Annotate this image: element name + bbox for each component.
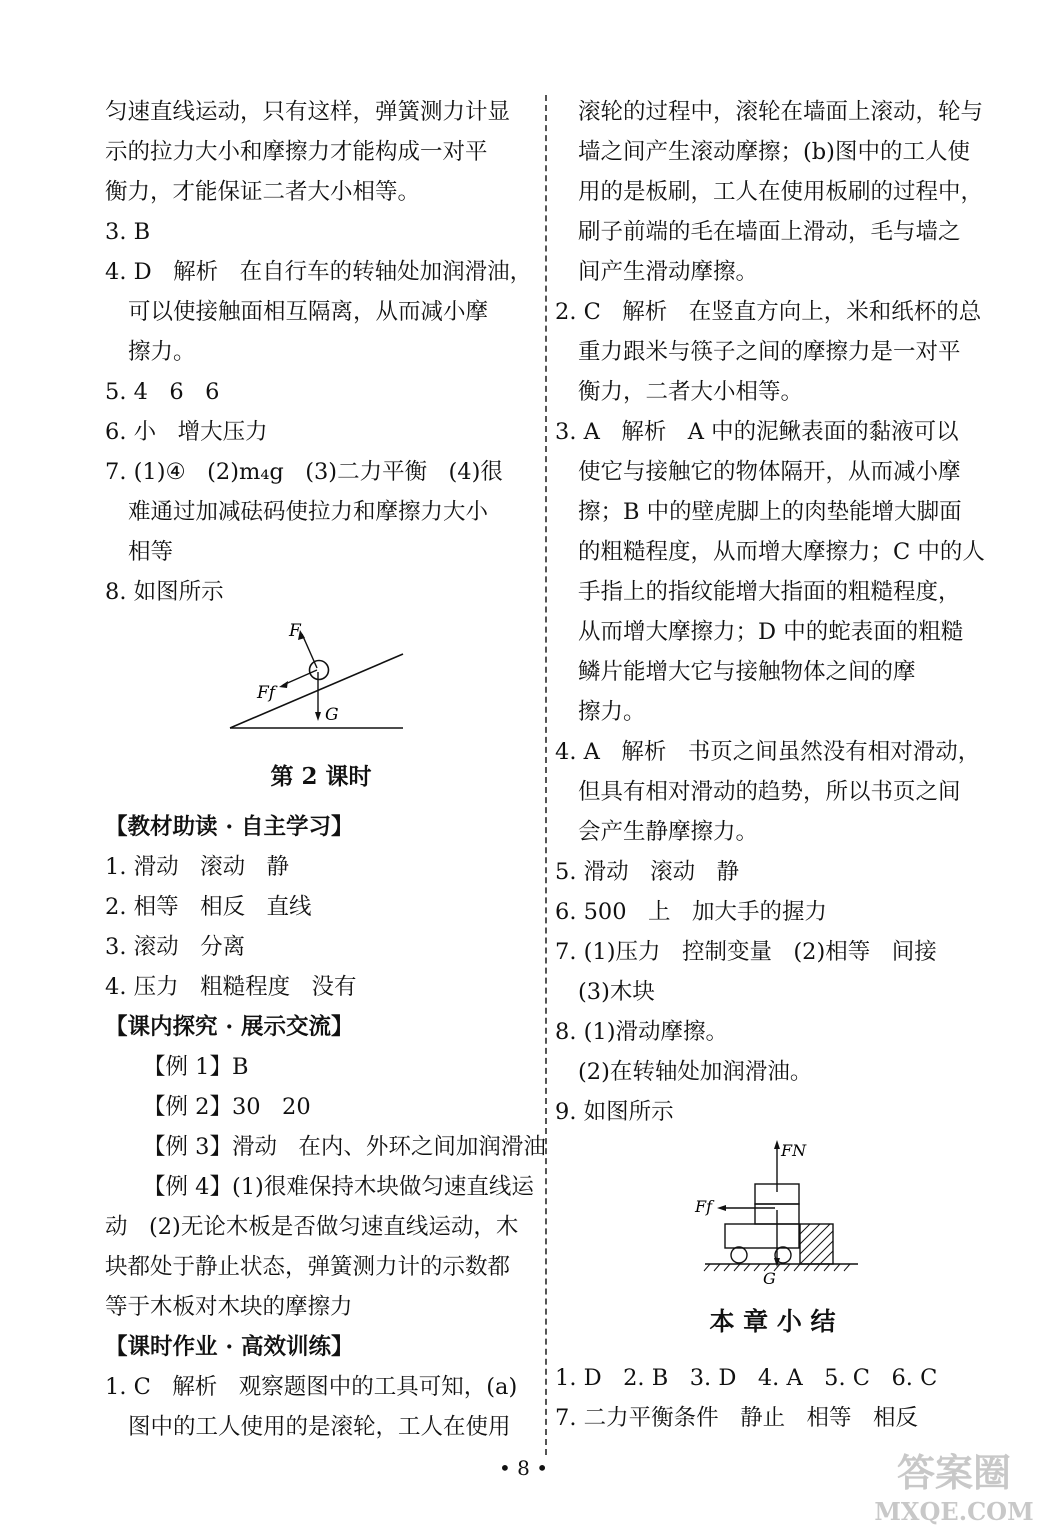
text-line: (3)木块 (578, 979, 655, 1005)
text-line: 擦力。 (578, 699, 646, 725)
text-line: 动 (2)无论木板是否做匀速直线运动，木 (105, 1214, 519, 1240)
watermark-top: 答案圈 (896, 1450, 1012, 1495)
section-heading: 【课内探究 · 展示交流】 (105, 1014, 354, 1040)
example-line: 【例 2】30 20 (143, 1094, 311, 1120)
watermark-logo (872, 1440, 1037, 1528)
answer-4: 4. D 解析 在自行车的转轴处加润滑油， (105, 259, 533, 285)
lesson-title: 第 2 课时 (270, 763, 372, 790)
text-line: 但具有相对滑动的趋势，所以书页之间 (578, 779, 961, 805)
answer-2: 2. C 解析 在竖直方向上，米和纸杯的总 (555, 299, 982, 325)
text-line: 会产生静摩擦力。 (578, 819, 759, 845)
chapter-summary-title: 本 章 小 结 (709, 1307, 836, 1336)
text-line: 间产生滑动摩擦。 (578, 259, 759, 285)
text-line: 用的是板刷，工人在使用板刷的过程中， (578, 179, 984, 205)
answer-5: 5. 4 6 6 (105, 379, 220, 405)
text-line: 鳞片能增大它与接触物体之间的摩 (578, 659, 916, 685)
cart-force-diagram (555, 1132, 990, 1300)
answer-4: 4. A 解析 书页之间虽然没有相对滑动， (555, 739, 981, 765)
text-line: 衡力，才能保证二者大小相等。 (105, 179, 421, 205)
answer-6: 6. 小 增大压力 (105, 419, 268, 445)
text-line: 滚轮的过程中，滚轮在墙面上滚动，轮与 (578, 99, 984, 125)
answer-3: 3. B (105, 219, 151, 245)
label-ff: Ff (695, 1197, 713, 1216)
page-number: • 8 • (498, 1456, 549, 1480)
left-column (105, 92, 546, 1447)
text-line: 难通过加减砝码使拉力和摩擦力大小 (128, 499, 489, 525)
label-g: G (763, 1269, 776, 1288)
text-line: (2)在转轴处加润滑油。 (578, 1059, 813, 1085)
summary-answers: 1. D 2. B 3. D 4. A 5. C 6. C (555, 1365, 938, 1391)
text-line: 相等 (128, 539, 174, 565)
text-line: 匀速直线运动，只有这样，弹簧测力计显 (105, 99, 511, 125)
label-g: G (325, 705, 339, 725)
column-divider (545, 95, 547, 1455)
text-line: 手指上的指纹能增大指面的粗糙程度， (578, 579, 961, 605)
text-line: 可以使接触面相互隔离，从而减小摩 (128, 299, 489, 325)
section-heading: 【教材助读 · 自主学习】 (105, 814, 354, 840)
text-line: 重力跟米与筷子之间的摩擦力是一对平 (578, 339, 961, 365)
example-line: 【例 1】B (143, 1054, 249, 1080)
text-line: 的粗糙程度，从而增大摩擦力；C 中的人 (578, 539, 985, 565)
text-line: 墙之间产生滚动摩擦；(b)图中的工人使 (578, 139, 970, 165)
label-fn: FN (781, 1141, 807, 1160)
text-line: 图中的工人使用的是滚轮，工人在使用 (128, 1414, 511, 1440)
text-line: 使它与接触它的物体隔开，从而减小摩 (578, 459, 961, 485)
watermark-bottom: MXQE.COM (874, 1497, 1034, 1526)
text-line: 1. C 解析 观察题图中的工具可知，(a) (105, 1374, 518, 1400)
text-line: 2. 相等 相反 直线 (105, 894, 312, 920)
example-line: 【例 3】滑动 在内、外环之间加润滑油 (143, 1134, 546, 1160)
incline-force-diagram (105, 612, 537, 757)
text-line: 示的拉力大小和摩擦力才能构成一对平 (105, 139, 488, 165)
text-line: 刷子前端的毛在墙面上滑动，毛与墙之 (578, 219, 961, 245)
answer-8: 8. (1)滑动摩擦。 (555, 1019, 728, 1045)
answer-9: 9. 如图所示 (555, 1099, 674, 1125)
answer-7: 7. (1)压力 控制变量 (2)相等 间接 (555, 939, 937, 965)
example-line: 【例 4】(1)很难保持木块做匀速直线运 (143, 1174, 534, 1200)
text-line: 4. 压力 粗糙程度 没有 (105, 974, 357, 1000)
text-line: 块都处于静止状态，弹簧测力计的示数都 (105, 1254, 511, 1280)
text-line: 擦力。 (128, 339, 196, 365)
answer-6: 6. 500 上 加大手的握力 (555, 899, 827, 925)
text-line: 擦；B 中的壁虎脚上的肉垫能增大脚面 (578, 499, 962, 525)
text-line: 1. 滑动 滚动 静 (105, 854, 290, 880)
answer-3: 3. A 解析 A 中的泥鳅表面的黏液可以 (555, 419, 959, 445)
label-ff: Ff (257, 683, 276, 703)
text-line: 衡力，二者大小相等。 (578, 379, 804, 405)
text-line: 从而增大摩擦力；D 中的蛇表面的粗糙 (578, 619, 964, 645)
section-heading: 【课时作业 · 高效训练】 (105, 1334, 354, 1360)
summary-answers: 7. 二力平衡条件 静止 相等 相反 (555, 1405, 918, 1431)
answer-8: 8. 如图所示 (105, 579, 224, 605)
label-f: F (289, 621, 301, 641)
right-column (555, 92, 990, 1438)
text-line: 3. 滚动 分离 (105, 934, 246, 960)
text-line: 等于木板对木块的摩擦力 (105, 1294, 353, 1320)
answer-7: 7. (1)④ (2)m₄g (3)二力平衡 (4)很 (105, 459, 503, 485)
answer-5: 5. 滑动 滚动 静 (555, 859, 740, 885)
